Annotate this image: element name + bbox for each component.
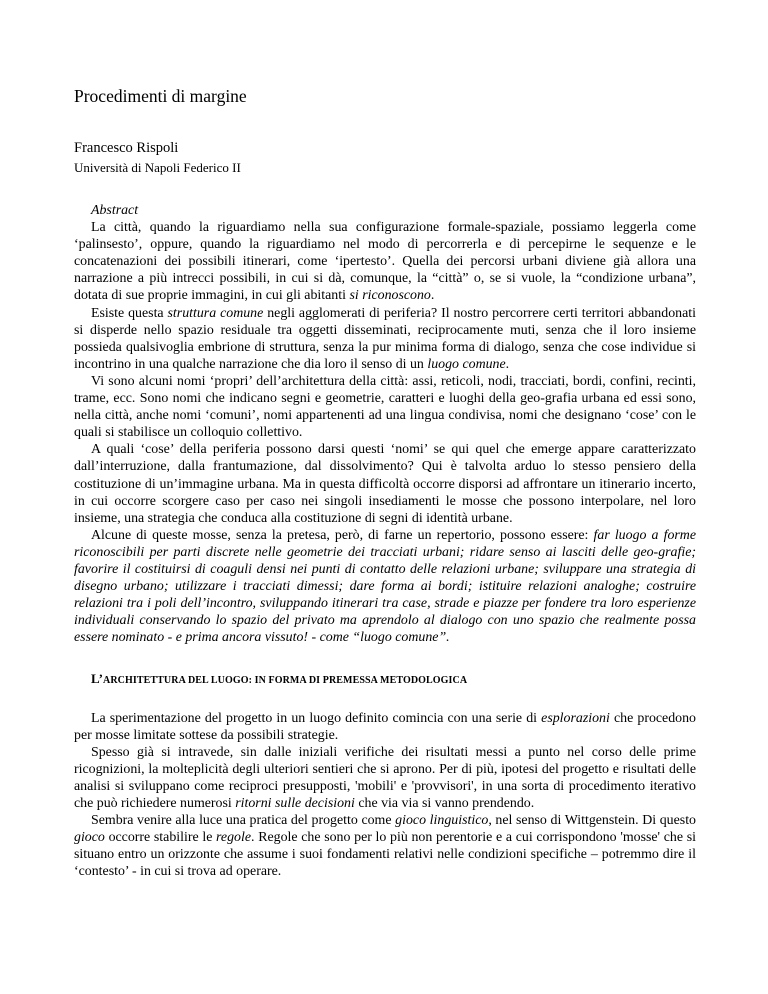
author-affiliation: Università di Napoli Federico II: [74, 160, 241, 175]
section-paragraph: [74, 812, 696, 880]
text-run: Esiste questa: [91, 305, 168, 321]
text-run: .: [430, 288, 435, 304]
text-run: .: [505, 356, 510, 372]
paper-body: [74, 202, 696, 880]
text-run: Spesso già si intravede, sin dalle iniziali verifiche dei risultati messi a punto nel corso delle prime ricognizioni, la molteplicità degli ulteriori sentieri che si aprono. Per di più, ipotesi del progetto e risultati delle analisi si sviluppano come reciproci presupposti, 'mobili' e 'provvisori', in una sorta di procedimento iterativo che può richiedere numerosi: [74, 744, 696, 811]
abstract-paragraph: [74, 373, 696, 441]
italic-text-run: gioco linguistico: [395, 813, 489, 829]
text-run: A quali ‘cose’ della periferia possono darsi questi ‘nomi’ se qui quel che emerge appare caratterizzato dall’interruzione, dalla frantumazione, dal dissolvimento? Qui è talvolta arduo lo stesso pensiero della costituzione di un’immagine urbana. Ma in questa difficoltà occorre disporsi ad affrontare un itinerario incerto, in cui occorre scorgere caso per caso nei singoli insediamenti le mosse che possono interpolare, nel loro insieme, una strategia che conduca alla costituzione di segni di identità urbane.: [74, 442, 696, 526]
italic-text-run: gioco: [74, 830, 105, 846]
text-run: Alcune di queste mosse, senza la pretesa, però, di farne un repertorio, possono essere:: [91, 527, 594, 543]
abstract-paragraph: [74, 305, 696, 373]
paper-title: Procedimenti di margine: [74, 86, 247, 106]
author-name: Francesco Rispoli: [74, 140, 179, 156]
text-run: La città, quando la riguardiamo nella sua configurazione formale-spaziale, possiamo leggerla come ‘palinsesto’, oppure, quando la riguardiamo nel modo di percorrerla e di percepirne le sequenze e le concatenazioni dei possibili itinerari, come ‘ipertesto’. Quella dei percorsi urbani diviene già allora una narrazione a più intrecci possibili, in cui si dà, comunque, la “città” o, se si vuole, la “condizione urbana”, dotata di sue proprie immagini, in cui gli abitanti: [74, 220, 696, 304]
italic-text-run: esplorazioni: [541, 710, 610, 726]
text-run: negli agglomerati di periferia? Il nostro percorrere certi territori abbandonati si disperde nello spazio residuale tra oggetti disseminati, reciprocamente muti, senza che il loro insieme possieda qualsivoglia embrione di struttura, senza la pur minima forma di dialogo, senza che cose individue si incontrino in una qualche narrazione che dia loro il senso di un: [74, 305, 696, 372]
italic-text-run: luogo comune: [427, 356, 506, 372]
text-run: , nel senso di Wittgenstein. Di questo: [488, 813, 696, 829]
text-run: . Regole che sono per lo più non perentorie e a cui corrispondono 'mosse' che si situano entro un orizzonte che assume i suoi fondamenti relativi nelle condizioni specifiche – potremmo dire il ‘contesto’ - in cui si trova ad operare.: [74, 830, 696, 880]
section-heading-text: ARCHITETTURA DEL LUOGO: IN FORMA DI PREMESSA METODOLOGICA: [103, 675, 468, 687]
italic-text-run: far luogo a forme riconoscibili per parti discrete nelle geometrie dei tracciati urbani; ridare senso ai lasciti delle geo-grafie; favorire il costituirsi di coaguli densi nei punti di contatto delle relazioni urbane; sviluppare una strategia di disegno urbano; utilizzare i tracciati dimessi; dare forma ai bordi; istituire relazioni analoghe; costruire relazioni tra i poli dell’incontro, sviluppando itinerari tra case, strade e piazze per fondere tra loro esperienze individuali conservando lo spazio del privato ma aprendolo al dialogo con uno spazio che realmente possa essere nominato - e prima ancora vissuto! - come “luogo comune”.: [74, 527, 696, 646]
abstract-paragraph: [74, 441, 696, 526]
italic-text-run: regole: [216, 830, 252, 846]
italic-text-run: ritorni sulle decisioni: [235, 796, 355, 811]
text-run: Vi sono alcuni nomi ‘propri’ dell’architettura della città: assi, reticoli, nodi, tracciati, bordi, confini, recinti, trame, ecc. Sono nomi che indicano segni e geometrie, caratteri e luoghi della geo-grafia urbana ed essi sono, nella città, anche nomi ‘comuni’, nomi appartenenti ad una lingua condivisa, nomi che designano ‘cose’ con le quali si stabilisce un colloquio collettivo.: [74, 373, 696, 441]
text-run: occorre stabilire le: [104, 830, 217, 846]
italic-text-run: struttura comune: [167, 305, 264, 321]
section-paragraph: [74, 710, 696, 744]
abstract-section: [74, 219, 696, 646]
text-run: La sperimentazione del progetto in un luogo definito comincia con una serie di: [91, 710, 542, 726]
section-heading-lead: L’: [91, 671, 104, 687]
methodology-section: [74, 710, 696, 881]
italic-text-run: si riconoscono: [349, 288, 431, 304]
text-run: Sembra venire alla luce una pratica del progetto come: [91, 813, 396, 829]
section-heading: [91, 670, 696, 689]
text-run: che procedono per mosse limitate sottese da possibili strategie.: [74, 710, 696, 743]
text-run: che via via si vanno prendendo.: [354, 796, 535, 811]
abstract-paragraph: [74, 527, 696, 647]
abstract-paragraph: [74, 219, 696, 304]
section-paragraph: [74, 744, 696, 812]
abstract-label: Abstract: [91, 203, 139, 218]
